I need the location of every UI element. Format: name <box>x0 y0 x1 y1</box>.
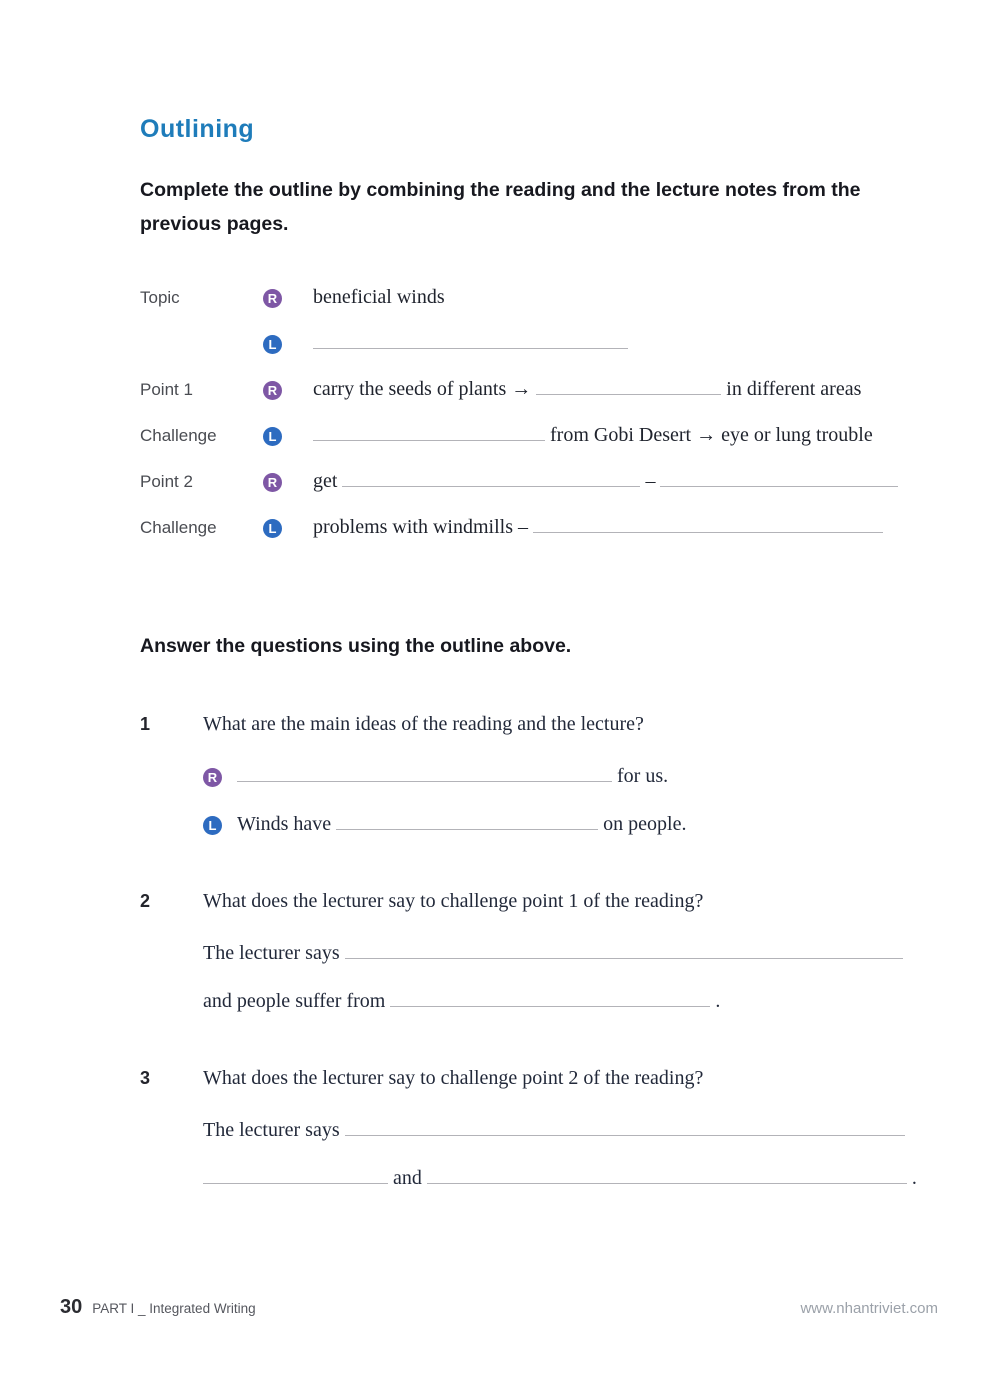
question-text: What does the lecturer say to challenge point 2 of the reading? <box>203 1066 704 1089</box>
outline-row-content <box>313 329 940 358</box>
question-block <box>140 710 940 839</box>
outline-row-icon-cell <box>263 427 313 446</box>
answer-text: Winds have <box>237 812 337 835</box>
outline-row-icon-cell <box>263 289 313 308</box>
outline-row-content <box>313 513 940 542</box>
answer-line-content <box>203 1116 905 1145</box>
footer-left <box>60 1296 256 1319</box>
answer-text: . <box>710 989 721 1012</box>
lecture-icon: L <box>263 427 282 446</box>
answer-blank <box>660 473 898 487</box>
answer-text: The lecturer says <box>203 941 345 964</box>
outline-row-icon-cell <box>263 473 313 492</box>
question-block <box>140 1064 940 1193</box>
outline-row <box>140 513 940 542</box>
answer-text: and <box>388 1166 427 1189</box>
answer-blank <box>237 768 612 782</box>
reading-icon: R <box>263 381 282 400</box>
outline-row-content <box>313 283 940 312</box>
question-number: 2 <box>140 890 151 911</box>
question-text: What does the lecturer say to challenge point 1 of the reading? <box>203 889 704 912</box>
answer-text: on people. <box>598 812 687 835</box>
answer-text: carry the seeds of plants → <box>313 378 537 401</box>
outline-row-content <box>313 467 940 496</box>
answer-line <box>203 1116 940 1145</box>
answer-blank <box>342 473 640 487</box>
question-number: 3 <box>140 1067 151 1088</box>
answer-text: and people suffer from <box>203 989 391 1012</box>
outline-row-label: Point 1 <box>140 380 193 400</box>
answer-line <box>203 1164 940 1193</box>
reading-icon: R <box>263 473 282 492</box>
answer-blank <box>533 519 883 533</box>
outline-row-label: Challenge <box>140 426 217 446</box>
answer-line-content <box>203 939 903 968</box>
outline-row-label: Topic <box>140 288 180 308</box>
answer-text: – <box>640 470 661 493</box>
part-label: PART I _ Integrated Writing <box>92 1301 256 1316</box>
page-footer <box>60 1296 938 1319</box>
answer-line <box>203 987 940 1016</box>
answer-text: problems with windmills – <box>313 516 533 539</box>
lecture-icon: L <box>263 335 282 354</box>
outline-row-label: Challenge <box>140 518 217 538</box>
answer-blank <box>313 335 628 349</box>
answer-line-content <box>237 810 686 839</box>
question-header <box>140 1064 940 1092</box>
answer-line <box>203 939 940 968</box>
answer-text: from Gobi Desert → eye or lung trouble <box>545 424 873 447</box>
reading-icon: R <box>263 289 282 308</box>
question-text: What are the main ideas of the reading and the lecture? <box>203 712 644 735</box>
answer-blank <box>427 1170 907 1184</box>
outline-row-content <box>313 375 940 404</box>
answer-text: beneficial winds <box>313 286 445 309</box>
outline-row-icon-cell <box>263 381 313 400</box>
answer-text: in different areas <box>721 378 862 401</box>
outline-row <box>140 329 940 358</box>
questions-instruction: Answer the questions using the outline above. <box>140 635 572 658</box>
outline-row-icon-cell <box>263 519 313 538</box>
outline-row-label: Point 2 <box>140 472 193 492</box>
answer-text: for us. <box>612 764 669 787</box>
section-title: Outlining <box>140 115 255 143</box>
question-number: 1 <box>140 713 151 734</box>
answer-text: get <box>313 470 343 493</box>
answer-blank <box>345 1122 905 1136</box>
outline-table <box>140 283 940 542</box>
page-number: 30 <box>60 1296 83 1318</box>
answer-blank <box>390 993 710 1007</box>
outline-row <box>140 421 940 450</box>
question-header <box>140 887 940 915</box>
answer-line-content <box>203 1164 917 1193</box>
answer-blank <box>313 427 545 441</box>
answer-line-content <box>203 987 720 1016</box>
answer-text: . <box>906 1166 917 1189</box>
outline-row <box>140 283 940 312</box>
answer-blank <box>536 381 721 395</box>
outline-instruction: Complete the outline by combining the reading and the lecture notes from the previous pages. <box>140 179 861 235</box>
answer-line <box>203 762 940 791</box>
reading-icon: R <box>203 768 222 787</box>
answer-line-content <box>237 762 668 791</box>
answer-blank <box>345 945 903 959</box>
outline-row-content <box>313 421 940 450</box>
outline-row-icon-cell <box>263 335 313 354</box>
questions-list <box>140 710 940 1193</box>
answer-line <box>203 810 940 839</box>
lecture-icon: L <box>203 816 222 835</box>
outline-row <box>140 467 940 496</box>
outline-row <box>140 375 940 404</box>
answer-blank <box>203 1170 388 1184</box>
answer-blank <box>336 816 598 830</box>
website-url: www.nhantriviet.com <box>800 1300 938 1317</box>
lecture-icon: L <box>263 519 282 538</box>
answer-text: The lecturer says <box>203 1118 345 1141</box>
question-header <box>140 710 940 738</box>
question-block <box>140 887 940 1016</box>
